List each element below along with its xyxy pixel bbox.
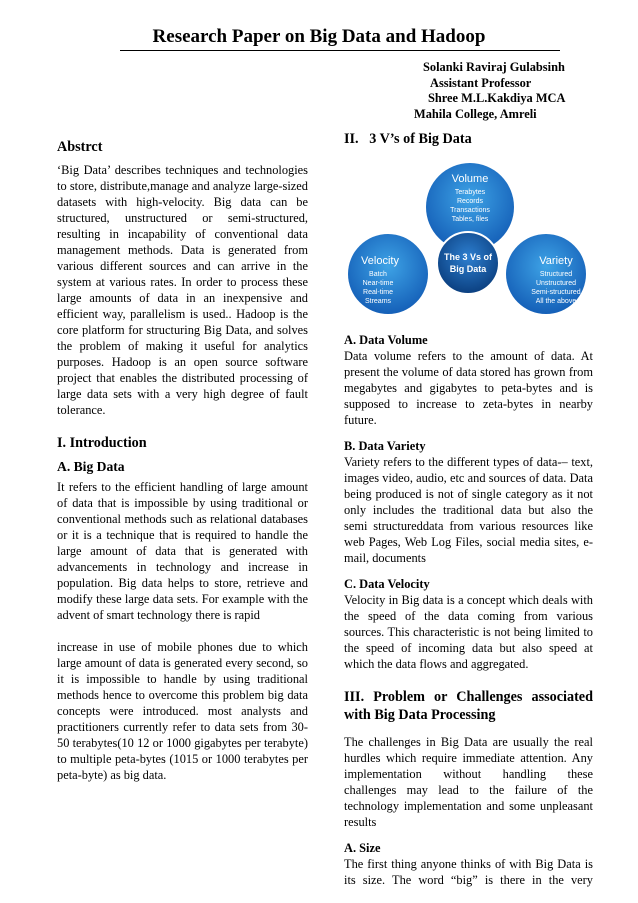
center-label-line1: The 3 Vs of: [443, 252, 493, 262]
variety-text: Variety refers to the different types of data-– text, images video, audio, etc and sources of data. Data being produced is not of single category as it not only includes the traditional data but also the semi structureddata from various resources like web Pages, Web Log Files, social media sites, e-mail, documents: [344, 455, 593, 565]
velocity-item: Batch: [369, 271, 387, 278]
size-text: The first thing anyone thinks of with Big Data is its size. The word “big” is there in the very: [344, 857, 593, 887]
three-vs-diagram: [344, 152, 593, 322]
variety-item: Unstructured: [535, 280, 577, 287]
velocity-item: Streams: [364, 298, 392, 305]
variety-item: All the above: [535, 298, 577, 305]
volume-heading: A. Data Volume: [344, 333, 428, 347]
velocity-heading: C. Data Velocity: [344, 577, 430, 591]
volume-item: Tables, files: [451, 216, 489, 223]
variety-title: Variety: [539, 255, 573, 267]
velocity-item: Near-time: [362, 280, 394, 287]
center-circle: [437, 232, 499, 294]
variety-item: Structured: [539, 271, 573, 278]
bigdata-heading: A. Big Data: [57, 459, 125, 474]
author-college: Mahila College, Amreli: [414, 106, 537, 121]
author-name: Solanki Raviraj Gulabsinh: [423, 60, 565, 74]
section3-text: The challenges in Big Data are usually the real hurdles which require immediate attention. Any implementation without handling these challenges may lead to the failure of the technology implementation and some unpleasant results: [344, 735, 593, 829]
abstract-text: ‘Big Data’ describes techniques and technologies to store, distribute,manage and analyze large-sized datasets with high-velocity. Big data can be structured, unstructured or semi-structured, resulting in incapability of conventional data management methods. Data is generated from various different sources and can arrive in the system at various rates. In order to process these large amounts of data in an inexpensive and efficient way, parallelism is used.. Hadoop is the core platform for structuring Big Data, and solves the problem of making it useful for analytics purposes. Hadoop is an open source software project that enables the distributed processing of large data sets with a very high degree of fault tolerance.: [57, 163, 308, 417]
intro-heading: I. Introduction: [57, 435, 147, 451]
volume-title: Volume: [451, 173, 489, 185]
variety-item: Semi-structured: [531, 289, 581, 296]
three-vs-figure: [344, 152, 593, 322]
abstract-heading: Abstrct: [57, 139, 103, 155]
velocity-text: Velocity in Big data is a concept which deals with the speed of the data coming from various sources. This characteristic is not being limited to the speed of incoming data but also speed at which the data flows and aggregated.: [344, 593, 593, 671]
velocity-item: Real-time: [363, 289, 393, 296]
author-institution: Shree M.L.Kakdiya MCA: [428, 91, 566, 106]
variety-heading: B. Data Variety: [344, 439, 426, 453]
volume-item: Records: [456, 198, 484, 205]
section2-heading: II. 3 V’s of Big Data: [344, 131, 472, 147]
author-position: Assistant Professor: [430, 75, 532, 90]
volume-text: Data volume refers to the amount of data. At present the volume of data stored has grown from megabytes and gigabytes to peta-bytes and is supposed to increase to zeta-bytes in nearby future.: [344, 349, 593, 427]
center-label-line2: Big Data: [449, 264, 487, 274]
author-block: [414, 60, 574, 122]
left-column: [57, 138, 308, 783]
size-heading: A. Size: [344, 841, 381, 855]
right-column: [344, 130, 593, 888]
section3-heading: III. Problem or Challenges associated with Big Data Processing: [344, 689, 593, 723]
paper-title: Research Paper on Big Data and Hadoop: [152, 26, 486, 47]
velocity-title: Velocity: [361, 255, 399, 267]
volume-item: Transactions: [450, 207, 490, 214]
volume-item: Terabytes: [454, 189, 486, 196]
bigdata-text-1: It refers to the efficient handling of large amount of data that is impossible by using traditional or conventional methods such as relational databases or it is a technique that is required to handle the large amount of data that is generated with advancements in technology and increase in population. Big data helps to store, retrieve and modify these large data sets. For example with the advent of smart technology there is rapid: [57, 480, 308, 622]
title-rule: [120, 50, 560, 51]
bigdata-text-2: increase in use of mobile phones due to which large amount of data is generated every second, so it is impossible to handle by using traditional methods hence to overcome this problem big data concepts were introduced. most analysts and practitioners currently refer to data sets from 30-50 terabytes(10 12 or 1000 gigabytes per terabyte) to multiple peta-bytes (1015 or 1000 terabytes per peta-byte) as big data.: [57, 640, 308, 782]
